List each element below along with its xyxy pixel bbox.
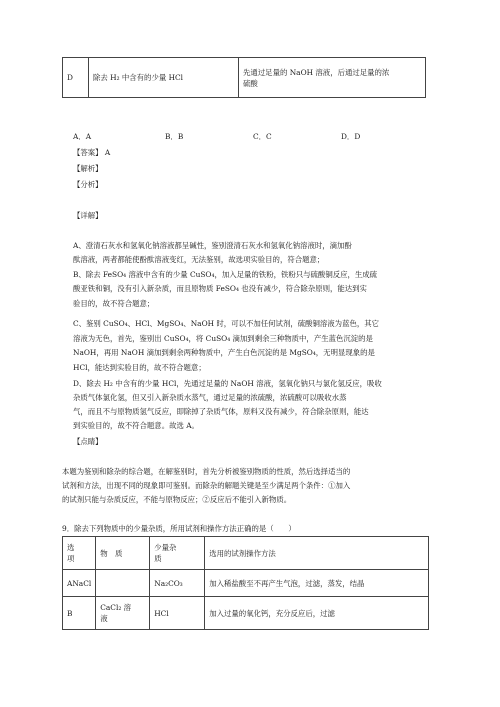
row-b-impurity: HCl <box>150 597 205 630</box>
table-header-row <box>63 537 429 570</box>
table-row <box>63 570 429 597</box>
summary-line3: 的试剂只能与杂质反应，不能与原物反应；②反应后不能引入新物质。 <box>62 495 292 504</box>
detail-a-line2: 酞溶液，两者都能使酚酞溶液变红，无法鉴别，故选项实验目的，符合题意； <box>73 255 325 264</box>
header-impurity-l2: 质 <box>154 554 162 563</box>
table-top <box>62 57 426 98</box>
table-row <box>63 58 426 98</box>
table-row <box>63 597 429 630</box>
header-option-l1: 选 <box>67 543 75 552</box>
row-b-substance-l2: 液 <box>100 614 108 623</box>
fenxi-label: 【分析】 <box>73 180 103 189</box>
row-a-substance <box>96 570 150 597</box>
option-b: B．B <box>165 132 184 141</box>
row-a-impurity: Na₂CO₃ <box>150 570 205 597</box>
header-method: 选用的试剂操作方法 <box>205 537 429 570</box>
detail-a-line1: A、澄清石灰水和氢氧化钠溶液都呈碱性，鉴别澄清石灰水和氢氧化钠溶液时，滴加酚 <box>73 241 352 250</box>
method-cell <box>239 58 426 98</box>
detail-c-line4: HCl，能达到实验目的，故不符合题意； <box>73 363 206 372</box>
detail-c-line3: NaOH，再用 NaOH 滴加到剩余两种物质中，产生白色沉淀的是 MgSO₄，无明显现象的是 <box>73 348 375 357</box>
method-line-1: 先通过足量的 NaOH 溶液，后通过足量的浓 <box>243 67 390 77</box>
header-substance: 物 质 <box>96 537 150 570</box>
question-9-table <box>62 536 429 630</box>
option-c: C．C <box>253 132 272 141</box>
detail-label: 【详解】 <box>73 211 103 220</box>
dianjing-label: 【点睛】 <box>73 437 103 446</box>
detail-c-line2: 溶液为无色，首先，鉴别出 CuSO₄，将 CuSO₄ 滴加到剩余三种物质中，产生蓝色沉淀的是 <box>73 334 373 343</box>
row-b-method: 加入过量的氧化钙，充分反应后，过滤 <box>205 597 429 630</box>
detail-d-line4: 到实验目的，故不符合题意。故选 A。 <box>73 421 199 430</box>
option-d: D．D <box>341 132 361 141</box>
header-option-l2: 项 <box>67 554 75 563</box>
detail-b-line2: 酸亚铁和铜，没有引入新杂质，而且原物质 FeSO₄ 也没有减少，符合除杂原则，能达到实 <box>73 284 367 293</box>
detail-b-line1: B、除去 FeSO₄ 溶液中含有的少量 CuSO₄，加入足量的铁粉，铁粉只与硫酸铜反应，生成硫 <box>73 270 378 279</box>
summary-line2: 试剂和方法，出现不同的现象即可鉴别。而除杂的解题关键是至少满足两个条件：①加入 <box>62 481 351 490</box>
detail-d-line1: D、除去 H₂ 中含有的少量 HCl，先通过足量的 NaOH 溶液，氢氧化钠只与氯化氢反应，吸收 <box>73 379 382 388</box>
purpose-cell: 除去 H₂ 中含有的少量 HCl <box>89 58 239 98</box>
question-9: 9．除去下列物质中的少量杂质，所用试剂和操作方法正确的是（ ） <box>62 524 296 533</box>
option-a: A．A <box>73 132 92 141</box>
detail-b-line3: 验目的，故不符合题意； <box>73 299 155 308</box>
row-a-method: 加入稀盐酸至不再产生气泡，过滤，蒸发，结晶 <box>205 570 429 597</box>
analysis-label: 【解析】 <box>73 164 103 173</box>
summary-line1: 本题为鉴别和除杂的综合题，在解鉴别时，首先分析被鉴别物质的性质，然后选择适当的 <box>62 467 351 476</box>
detail-d-line2: 杂质气体氯化氢，但又引入新杂质水蒸气，通过足量的浓硫酸，浓硫酸可以吸收水蒸 <box>73 393 347 402</box>
header-option <box>63 537 96 570</box>
row-b-option: B <box>63 597 96 630</box>
row-b-substance-l1: CaCl₂ 溶 <box>100 603 132 612</box>
header-impurity <box>150 537 205 570</box>
header-impurity-l1: 少量杂 <box>154 543 177 552</box>
answer-label: 【答案】 A <box>73 148 111 157</box>
option-letter-cell: D <box>63 58 89 98</box>
row-b-substance <box>96 597 150 630</box>
row-a-option: ANaCl <box>63 570 96 597</box>
method-line-2: 硫酸 <box>243 78 258 88</box>
detail-c-line1: C、鉴别 CuSO₄、HCl、MgSO₄、NaOH 时，可以不加任何试剂，硫酸铜溶液为蓝色，其它 <box>73 319 380 328</box>
detail-d-line3: 气，而且不与原物质氢气反应，即除掉了杂质气体，原料又没有减少，符合除杂原则，能达 <box>73 407 369 416</box>
